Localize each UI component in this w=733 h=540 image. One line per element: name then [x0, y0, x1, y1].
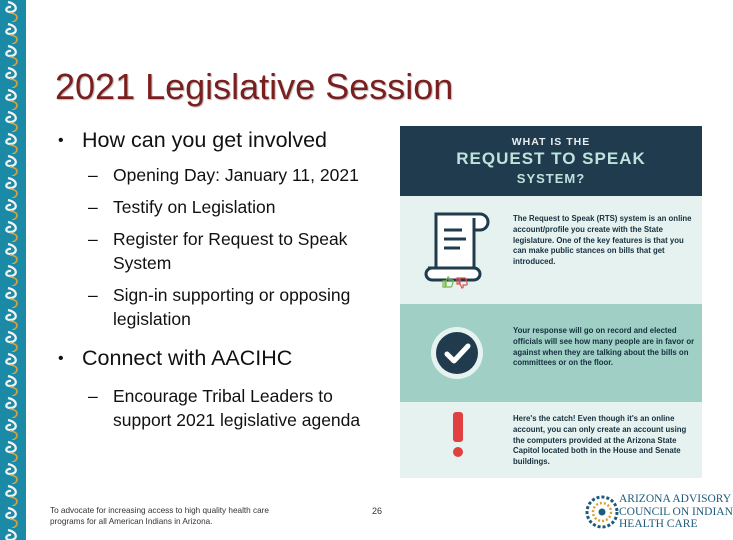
bullet-connect	[55, 346, 400, 372]
bullet-text: Connect with AACIHC	[82, 345, 293, 370]
header-line-1: WHAT IS THE	[511, 136, 591, 148]
subitem-text: Register for Request to Speak System	[113, 228, 348, 273]
infographic-header	[400, 126, 702, 196]
thumbs-up-icon	[442, 276, 454, 288]
scroll-document-icon	[422, 208, 492, 288]
logo-line-3: HEALTH CARE	[619, 518, 698, 530]
seal-emblem-icon	[585, 492, 619, 532]
rts-description-text: The Request to Speak (RTS) system is an online account/profile you create with the State legislature. One of the key features is that you can make public stances on bills that get introduced.	[513, 214, 692, 266]
thumbs-down-icon	[456, 277, 468, 289]
logo-line-1: ARIZONA ADVISORY	[619, 493, 732, 505]
bullet-list	[55, 128, 400, 433]
dash-glyph: –	[88, 164, 98, 185]
subitem-encourage-leaders	[55, 385, 375, 433]
rts-infographic	[400, 126, 702, 478]
subitem-text: Testify on Legislation	[113, 196, 276, 217]
bullet-text: How can you get involved	[82, 128, 328, 152]
dash-glyph: –	[88, 284, 98, 305]
logo-wordmark	[619, 493, 733, 531]
bullet-glyph: •	[58, 349, 64, 367]
header-line-2: REQUEST TO SPEAK	[456, 149, 646, 168]
subitem-register-rts	[55, 228, 393, 276]
subitem-sign-in	[55, 284, 398, 332]
subitem-text: Opening Day: January 11, 2021	[113, 164, 359, 185]
slide-title: 2021 Legislative Session	[55, 66, 454, 107]
header-line-3: SYSTEM?	[516, 171, 586, 186]
bullet-glyph: •	[58, 132, 64, 149]
logo-line-2: COUNCIL ON INDIAN	[619, 505, 733, 518]
exclamation-icon	[450, 412, 466, 458]
subitem-opening-day	[55, 164, 400, 188]
subitem-text: Sign-in supporting or opposing legislation	[113, 284, 351, 329]
dash-glyph: –	[88, 196, 98, 217]
section-response-record	[400, 304, 702, 402]
section-catch	[400, 402, 702, 478]
decorative-border-strip	[0, 0, 26, 540]
footer-mission-text: To advocate for increasing access to high quality health care programs for all American Indians in Arizona.	[50, 506, 269, 527]
section-what-is-rts	[400, 196, 702, 304]
catch-text: Here's the catch! Even though it's an online account, you can only create an account using the computers provided at the Arizona State Capitol located both in the House and Senate buildings.	[513, 414, 687, 466]
dash-glyph: –	[88, 386, 98, 407]
subitem-text: Encourage Tribal Leaders to support 2021 legislative agenda	[113, 386, 361, 431]
dash-glyph: –	[88, 228, 98, 249]
subitem-testify	[55, 196, 400, 220]
aacihc-logo	[585, 490, 733, 535]
bullet-get-involved	[55, 128, 400, 154]
page-number: 26	[372, 506, 383, 516]
checkmark-circle-icon	[430, 326, 484, 380]
response-record-text: Your response will go on record and elected officials will see how many people are in favor or against when they are talking about the bills on committees or on the floor.	[513, 326, 695, 368]
